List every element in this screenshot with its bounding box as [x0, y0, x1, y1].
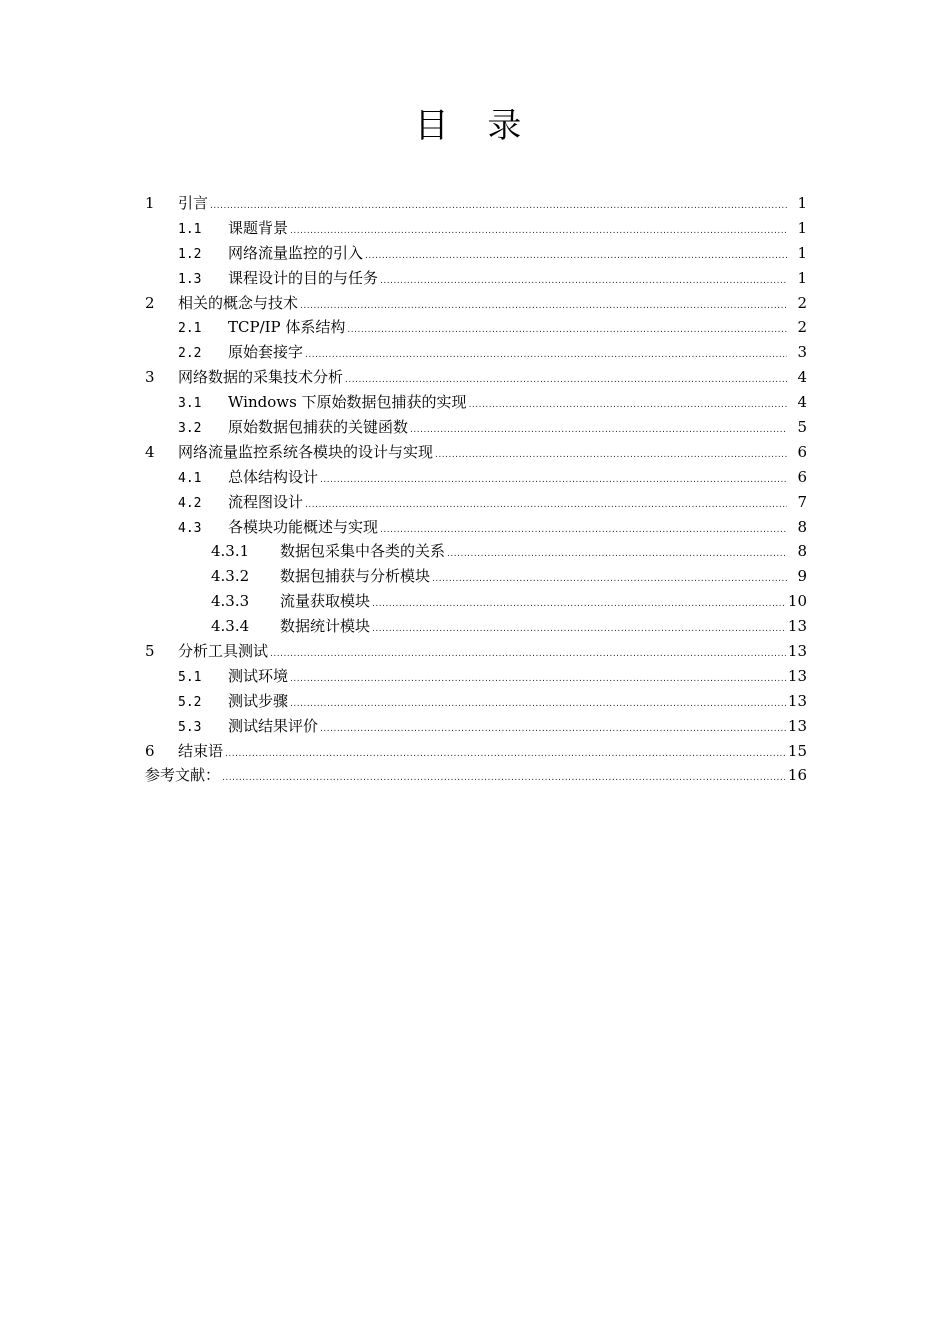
toc-entry-label: 数据包捕获与分析模块	[280, 567, 431, 586]
toc-entry-number: 2	[145, 293, 155, 312]
toc-leader-dots	[432, 567, 787, 592]
toc-entry[interactable]	[145, 315, 807, 340]
toc-entry-page: 1	[797, 243, 807, 262]
toc-entry[interactable]	[145, 639, 807, 664]
toc-entry[interactable]	[145, 564, 807, 589]
toc-entry-number: 1.2	[178, 246, 202, 262]
toc-entry[interactable]	[145, 241, 807, 266]
toc-entry[interactable]	[145, 365, 807, 390]
toc-entry-label: 引言	[178, 194, 209, 212]
toc-entry-number: 5.2	[178, 694, 202, 710]
toc-entry[interactable]	[145, 191, 807, 216]
toc-entry-page: 13	[787, 666, 807, 685]
toc-entry-number: 3.2	[178, 421, 202, 437]
toc-entry-label: 原始套接字	[228, 343, 304, 362]
toc-entry-label: 总体结构设计	[228, 467, 319, 486]
toc-leader-dots	[305, 343, 787, 368]
toc-entry-page: 1	[797, 194, 807, 212]
toc-entry-page: 1	[797, 218, 807, 237]
toc-entry-number: 1.3	[178, 271, 202, 287]
toc-entry[interactable]	[145, 216, 807, 241]
toc-entry-number: 1	[145, 194, 155, 212]
toc-entry-page: 15	[787, 741, 807, 760]
table-of-contents	[145, 191, 807, 788]
toc-leader-dots	[290, 219, 787, 244]
toc-entry[interactable]	[145, 739, 807, 764]
toc-entry-page: 1	[797, 268, 807, 287]
toc-entry[interactable]	[145, 465, 807, 490]
toc-leader-dots	[365, 244, 787, 269]
toc-entry-number: 4.1	[178, 470, 202, 486]
toc-entry-page: 16	[787, 766, 807, 785]
toc-entry-number: 4.2	[178, 495, 202, 511]
toc-entry-number: 4.3.1	[211, 542, 250, 561]
toc-entry-label: 结束语	[178, 741, 224, 760]
toc-entry[interactable]	[145, 664, 807, 689]
toc-entry-number: 4.3.2	[211, 567, 250, 586]
toc-leader-dots	[225, 742, 786, 767]
toc-leader-dots	[469, 393, 787, 418]
toc-entry-page: 6	[797, 467, 807, 486]
toc-entry-label: 测试步骤	[228, 691, 289, 710]
toc-entry-number: 5.1	[178, 669, 202, 685]
toc-entry-label: 课程设计的目的与任务	[228, 268, 379, 287]
toc-entry-number: 4.3	[178, 520, 202, 536]
toc-entry[interactable]	[145, 390, 807, 415]
toc-leader-dots	[222, 766, 786, 791]
toc-title: 目 录	[414, 106, 536, 146]
toc-leader-dots	[347, 318, 787, 343]
toc-entry-label: 网络数据的采集技术分析	[178, 368, 344, 387]
toc-entry-page: 3	[797, 343, 807, 362]
toc-entry-page: 13	[787, 691, 807, 710]
toc-entry-page: 8	[797, 542, 807, 561]
toc-leader-dots	[320, 717, 786, 742]
toc-entry[interactable]	[145, 515, 807, 540]
toc-entry-label: 流量获取模块	[280, 592, 371, 611]
toc-entry-number: 6	[145, 741, 155, 760]
toc-entry-label: 分析工具测试	[178, 642, 269, 661]
toc-entry-page: 4	[797, 393, 807, 412]
toc-entry-page: 13	[787, 617, 807, 636]
toc-entry-label: 网络流量监控的引入	[228, 243, 364, 262]
toc-entry-page: 5	[797, 418, 807, 437]
toc-entry-page: 8	[797, 517, 807, 536]
toc-entry-page: 6	[797, 442, 807, 461]
toc-entry[interactable]	[145, 440, 807, 465]
toc-entry-page: 9	[797, 567, 807, 586]
toc-entry[interactable]	[145, 714, 807, 739]
toc-entry-label: 原始数据包捕获的关键函数	[228, 418, 409, 437]
toc-entry-label: TCP/IP 体系结构	[228, 318, 346, 337]
toc-entry-label: 参考文献：	[145, 766, 221, 785]
toc-entry-number: 5.3	[178, 719, 202, 735]
toc-entry-number: 4.3.4	[211, 617, 250, 636]
toc-entry-label: 各模块功能概述与实现	[228, 517, 379, 536]
toc-leader-dots	[372, 592, 786, 617]
toc-entry-page: 10	[787, 592, 807, 611]
toc-entry-label: 测试环境	[228, 666, 289, 685]
toc-leader-dots	[290, 667, 786, 692]
toc-leader-dots	[320, 468, 787, 493]
toc-entry-page: 7	[797, 492, 807, 511]
toc-leader-dots	[210, 194, 787, 219]
toc-entry-number: 2.2	[178, 346, 202, 362]
toc-entry[interactable]	[145, 490, 807, 515]
toc-entry-number: 4.3.3	[211, 592, 250, 611]
toc-entry-number: 1.1	[178, 221, 202, 237]
toc-entry-page: 13	[787, 642, 807, 661]
toc-leader-dots	[372, 617, 786, 642]
toc-entry-label: 流程图设计	[228, 492, 304, 511]
toc-entry[interactable]	[145, 589, 807, 614]
toc-entry[interactable]	[145, 614, 807, 639]
toc-entry-page: 2	[797, 318, 807, 337]
toc-entry-number: 2.1	[178, 321, 202, 337]
toc-entry-label: 课题背景	[228, 218, 289, 237]
toc-entry-number: 5	[145, 642, 155, 661]
toc-entry[interactable]	[145, 291, 807, 316]
toc-entry-label: 网络流量监控系统各模块的设计与实现	[178, 442, 434, 461]
toc-leader-dots	[290, 692, 786, 717]
toc-entry[interactable]	[145, 763, 807, 788]
toc-leader-dots	[410, 418, 787, 443]
toc-entry-label: 数据包采集中各类的关系	[280, 542, 446, 561]
toc-entry[interactable]	[145, 340, 807, 365]
toc-entry[interactable]	[145, 415, 807, 440]
toc-entry-number: 3	[145, 368, 155, 387]
toc-entry-label: Windows 下原始数据包捕获的实现	[228, 393, 467, 412]
toc-leader-dots	[447, 542, 787, 567]
toc-entry[interactable]	[145, 266, 807, 291]
toc-entry-number: 4	[145, 442, 155, 461]
toc-entry-label: 数据统计模块	[280, 617, 371, 636]
toc-entry-label: 相关的概念与技术	[178, 293, 299, 312]
toc-entry[interactable]	[145, 539, 807, 564]
toc-entry-page: 4	[797, 368, 807, 387]
toc-entry-page: 13	[787, 716, 807, 735]
toc-leader-dots	[380, 269, 787, 294]
toc-leader-dots	[270, 642, 786, 667]
toc-entry-number: 3.1	[178, 396, 202, 412]
toc-leader-dots	[435, 443, 787, 468]
toc-entry-page: 2	[797, 293, 807, 312]
toc-entry-label: 测试结果评价	[228, 716, 319, 735]
toc-entry[interactable]	[145, 689, 807, 714]
toc-leader-dots	[300, 294, 787, 319]
